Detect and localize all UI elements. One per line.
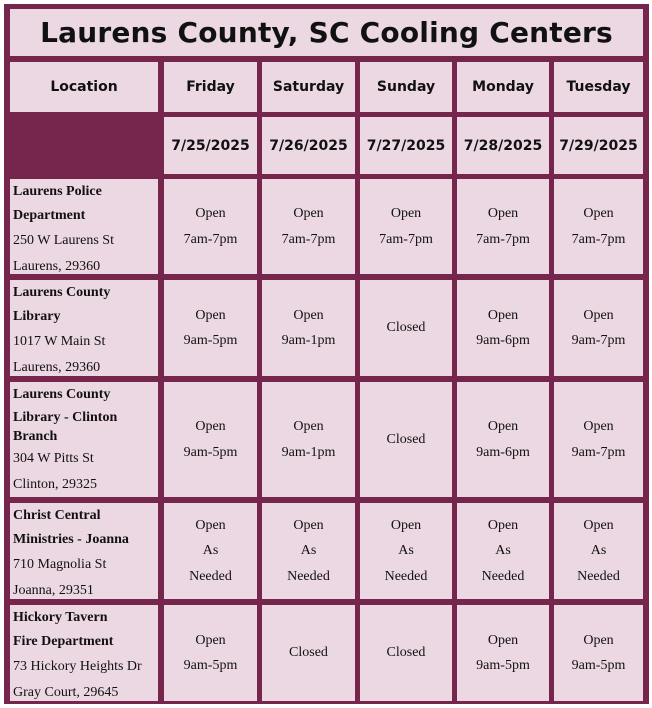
hours-time: As	[495, 543, 511, 559]
hours-status: Open	[195, 307, 226, 323]
location-name-line: Christ Central	[13, 508, 101, 523]
hours-cell	[164, 179, 257, 274]
hours-time: 9am-1pm	[281, 444, 336, 460]
hours-status: Open	[195, 632, 226, 648]
location-name-line: Laurens County	[13, 387, 111, 402]
location-city: Clinton, 29325	[13, 476, 98, 492]
hours-cell	[457, 503, 549, 599]
location-cell	[10, 280, 158, 376]
hours-time: 9am-7pm	[571, 444, 626, 460]
hours-cell	[360, 280, 452, 376]
header-day-monday: Monday	[457, 62, 549, 112]
hours-cell	[262, 280, 355, 376]
hours-status: Open	[487, 517, 519, 533]
hours-time: As	[202, 543, 219, 559]
hours-status: Closed	[386, 645, 426, 661]
hours-cell	[164, 280, 257, 376]
hours-status: Open	[293, 307, 324, 323]
hours-cell	[554, 503, 643, 599]
hours-status: Open	[390, 206, 422, 221]
hours-time: Needed	[287, 568, 330, 584]
hours-time: As	[590, 543, 607, 559]
location-name-line: Ministries - Joanna	[13, 532, 129, 547]
hours-time: 9am-5pm	[183, 333, 238, 348]
date-sunday: 7/27/2025	[360, 117, 452, 174]
hours-time: Needed	[384, 568, 428, 584]
hours-status: Closed	[386, 431, 426, 447]
hours-status: Open	[293, 419, 324, 434]
hours-time: 7am-7pm	[476, 231, 530, 247]
hours-time: 9am-6pm	[476, 333, 530, 348]
hours-status: Closed	[386, 320, 426, 336]
hours-status: Open	[583, 517, 614, 533]
hours-time: 7am-7pm	[183, 231, 238, 247]
hours-status: Open	[195, 206, 226, 221]
hours-cell	[457, 179, 549, 274]
table-title: Laurens County, SC Cooling Centers	[10, 9, 643, 56]
location-name-line: Library - Clinton	[13, 410, 118, 425]
hours-status: Open	[583, 307, 614, 323]
hours-status: Open	[583, 206, 614, 221]
hours-cell	[262, 382, 355, 497]
location-address: 250 W Laurens St	[13, 233, 114, 248]
hours-cell	[164, 382, 257, 497]
hours-status: Open	[487, 419, 519, 434]
hours-cell	[262, 605, 355, 701]
hours-cell	[262, 179, 355, 274]
location-name-line: Hickory Tavern	[13, 610, 108, 625]
blank-corner-cell	[10, 117, 158, 174]
date-saturday: 7/26/2025	[262, 117, 355, 174]
hours-status: Open	[583, 632, 614, 648]
hours-time: As	[300, 543, 317, 559]
hours-cell	[360, 179, 452, 274]
hours-time: 9am-5pm	[183, 658, 238, 673]
hours-status: Open	[293, 206, 324, 221]
location-address: 304 W Pitts St	[13, 451, 94, 466]
header-day-saturday: Saturday	[262, 62, 355, 112]
hours-cell	[457, 382, 549, 497]
date-tuesday: 7/29/2025	[554, 117, 643, 174]
header-day-friday: Friday	[164, 62, 257, 112]
hours-status: Closed	[289, 645, 328, 661]
hours-cell	[164, 605, 257, 701]
header-day-sunday: Sunday	[360, 62, 452, 112]
location-name-line: Laurens Police	[13, 184, 102, 199]
location-city: Laurens, 29360	[13, 258, 101, 274]
header-location: Location	[10, 62, 158, 112]
hours-time: 9am-1pm	[281, 333, 336, 348]
location-cell	[10, 382, 158, 497]
location-address: 710 Magnolia St	[13, 557, 107, 572]
hours-status: Open	[293, 517, 324, 533]
location-city: Laurens, 29360	[13, 359, 101, 375]
hours-cell	[457, 280, 549, 376]
hours-status: Open	[195, 419, 226, 434]
location-address: 73 Hickory Heights Dr	[13, 659, 142, 674]
hours-cell	[554, 382, 643, 497]
hours-cell	[457, 605, 549, 701]
hours-time: 7am-7pm	[281, 231, 336, 247]
hours-status: Open	[583, 419, 614, 434]
hours-cell	[360, 382, 452, 497]
location-cell	[10, 605, 158, 701]
hours-cell	[554, 605, 643, 701]
hours-status: Open	[487, 632, 519, 648]
location-city: Gray Court, 29645	[13, 684, 119, 700]
hours-cell	[360, 503, 452, 599]
date-monday: 7/28/2025	[457, 117, 549, 174]
hours-time: 9am-5pm	[183, 444, 238, 460]
location-cell	[10, 179, 158, 274]
hours-time: Needed	[481, 568, 525, 584]
hours-time: 7am-7pm	[571, 231, 626, 247]
location-name-line: Fire Department	[13, 634, 114, 649]
date-friday: 7/25/2025	[164, 117, 257, 174]
location-name-line: Department	[13, 208, 86, 223]
hours-cell	[554, 280, 643, 376]
hours-status: Open	[195, 517, 226, 533]
hours-time: 7am-7pm	[379, 231, 433, 247]
hours-cell	[262, 503, 355, 599]
location-city: Joanna, 29351	[13, 582, 94, 598]
header-day-tuesday: Tuesday	[554, 62, 643, 112]
hours-time: 9am-5pm	[476, 658, 530, 673]
location-name-line: Library	[13, 309, 61, 324]
location-cell	[10, 503, 158, 599]
cooling-centers-table	[4, 4, 649, 704]
hours-status: Open	[487, 206, 519, 221]
hours-time: As	[398, 543, 414, 559]
location-address: 1017 W Main St	[13, 334, 106, 349]
hours-time: 9am-6pm	[476, 444, 530, 460]
hours-cell	[164, 503, 257, 599]
hours-status: Open	[487, 307, 519, 323]
location-name-line: Laurens County	[13, 285, 111, 300]
hours-time: 9am-7pm	[571, 333, 626, 348]
hours-cell	[554, 179, 643, 274]
hours-time: Needed	[577, 568, 620, 584]
location-name-line: Branch	[13, 429, 58, 444]
hours-status: Open	[390, 517, 422, 533]
hours-time: 9am-5pm	[571, 658, 626, 673]
hours-cell	[360, 605, 452, 701]
hours-time: Needed	[189, 568, 232, 584]
